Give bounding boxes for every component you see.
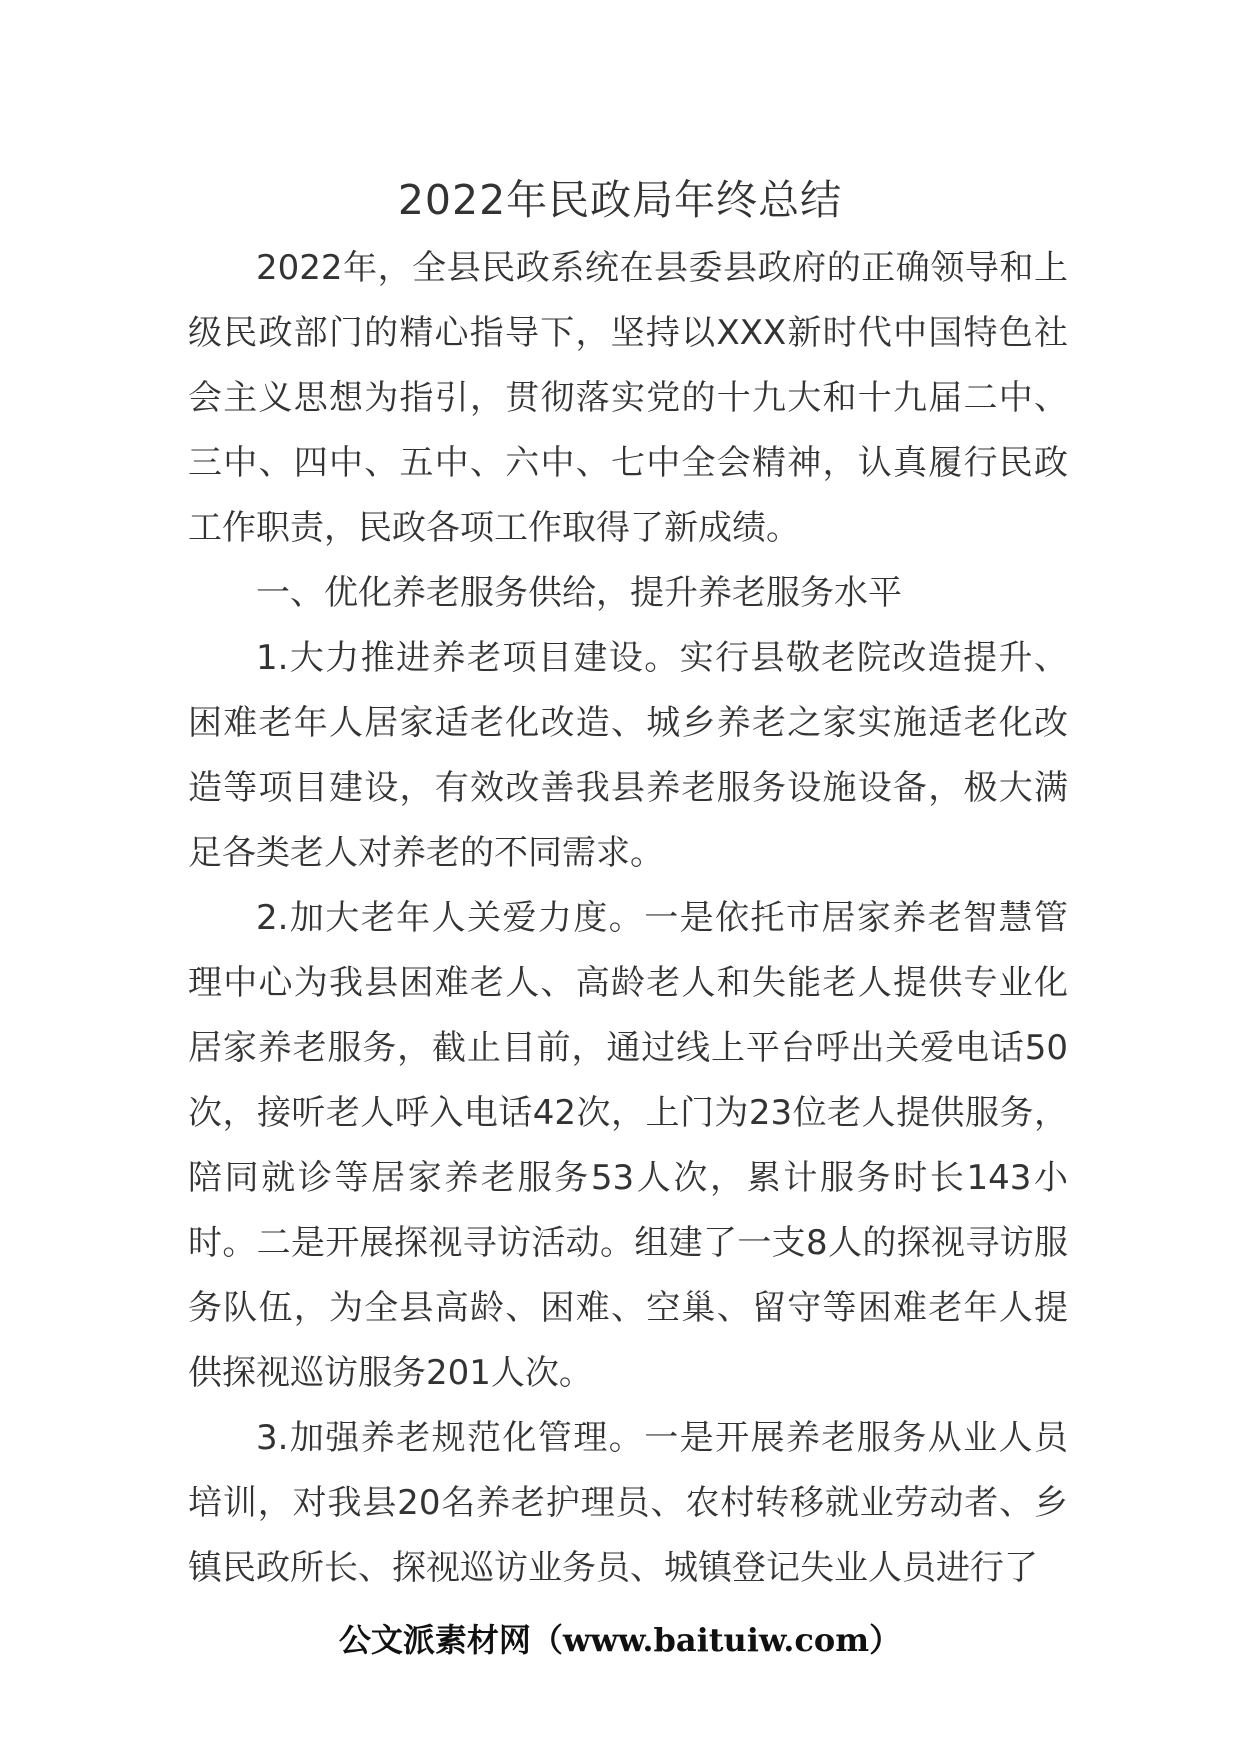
intro-paragraph: 2022年，全县民政系统在县委县政府的正确领导和上级民政部门的精心指导下，坚持以XXX新时代中国特色社会主义思想为指引，贯彻落实党的十九大和十九届二中、三中、四中、五中、六中、七中全会精神，认真履行民政工作职责，民政各项工作取得了新成绩。 [188,248,1068,548]
item-paragraph: 2.加大老年人关爱力度。一是依托市居家养老智慧管理中心为我县困难老人、高龄老人和失能老人提供专业化居家养老服务，截止目前，通过线上平台呼出关爱电话50次，接听老人呼入电话42次，上门为23位老人提供服务，陪同就诊等居家养老服务53人次，累计服务时长143小时。二是开展探视寻访活动。组建了一支8人的探视寻访服务队伍，为全县高龄、困难、空巢、留守等困难老年人提供探视巡访服务201人次。 [188,898,1068,1393]
page-title: 2022年民政局年终总结 [397,176,843,224]
section-heading: 一、优化养老服务供给，提升养老服务水平 [256,573,902,613]
footer-watermark: 公文派素材网（www.baituiw.com） [338,1621,902,1659]
document-body [188,236,1068,1601]
item-paragraph: 1.大力推进养老项目建设。实行县敬老院改造提升、困难老年人居家适老化改造、城乡养老之家实施适老化改造等项目建设，有效改善我县养老服务设施设备，极大满足各类老人对养老的不同需求。 [188,638,1068,873]
item-paragraph: 3.加强养老规范化管理。一是开展养老服务从业人员培训，对我县20名养老护理员、农村转移就业劳动者、乡镇民政所长、探视巡访业务员、城镇登记失业人员进行了 [188,1418,1068,1588]
